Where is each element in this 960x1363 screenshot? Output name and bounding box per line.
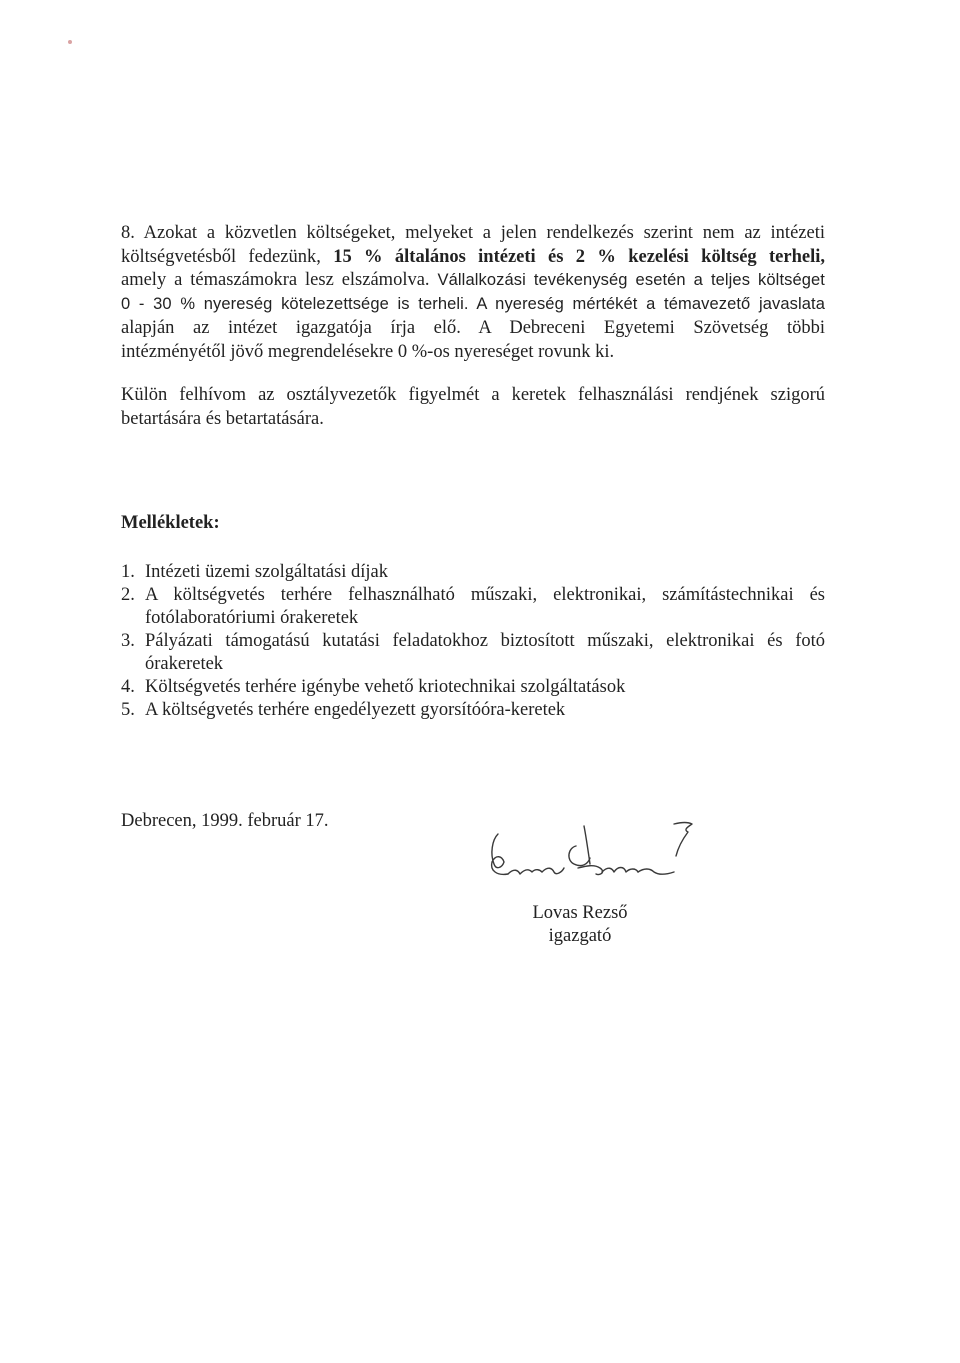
paragraph-line: intézményétől jövő megrendelésekre 0 %-os nyereséget rovunk ki. (121, 341, 615, 362)
list-item: 1. Intézeti üzemi szolgáltatási díjak (121, 562, 388, 582)
paragraph-line: alapján az intézet igazgatója írja elő. A Debreceni Egyetemi Szövetség többi (121, 317, 825, 338)
paragraph-line: költségvetésből fedezünk, 15 % általános intézeti és 2 % kezelési költség terheli, (121, 246, 825, 267)
list-item: 4. Költségvetés terhére igénybe vehető kriotechnikai szolgáltatások (121, 677, 626, 697)
paragraph-line: betartására és betartatására. (121, 408, 324, 429)
scan-speck (68, 40, 72, 44)
attachments-heading: Mellékletek: (121, 513, 220, 533)
paragraph-line: Külön felhívom az osztályvezetők figyelmét a keretek felhasználási rendjének szigorú (121, 385, 825, 405)
list-item: 5. A költségvetés terhére engedélyezett gyorsítóóra-keretek (121, 700, 566, 720)
signer-title: igazgató (548, 926, 612, 946)
place-and-date: Debrecen, 1999. február 17. (121, 811, 329, 831)
list-item: 3. Pályázati támogatású kutatási feladatokhoz biztosított műszaki, elektronikai és fotó órakeretek (121, 631, 825, 674)
paragraph-costs (121, 222, 825, 364)
paragraph-line: 0 - 30 % nyereség kötelezettsége is terheli. A nyereség mértékét a témavezető javaslata (121, 295, 825, 314)
bold-phrase: 15 % általános intézeti és 2 % kezelési költség terheli, (333, 246, 825, 267)
attachments-list (121, 561, 825, 722)
paragraph-notice (121, 384, 825, 431)
handwritten-signature (478, 806, 708, 886)
signer-block (500, 902, 660, 948)
signer-name: Lovas Rezső (532, 903, 628, 923)
paragraph-line: amely a témaszámokra lesz elszámolva. Vállalkozási tevékenység esetén a teljes költséget (121, 270, 825, 291)
paragraph-line: 8. Azokat a közvetlen költségeket, melyeket a jelen rendelkezés szerint nem az intézeti (121, 223, 825, 243)
list-item: 2. A költségvetés terhére felhasználható műszaki, elektronikai, számítástechnikai és fotólaboratóriumi órakeretek (121, 585, 825, 628)
